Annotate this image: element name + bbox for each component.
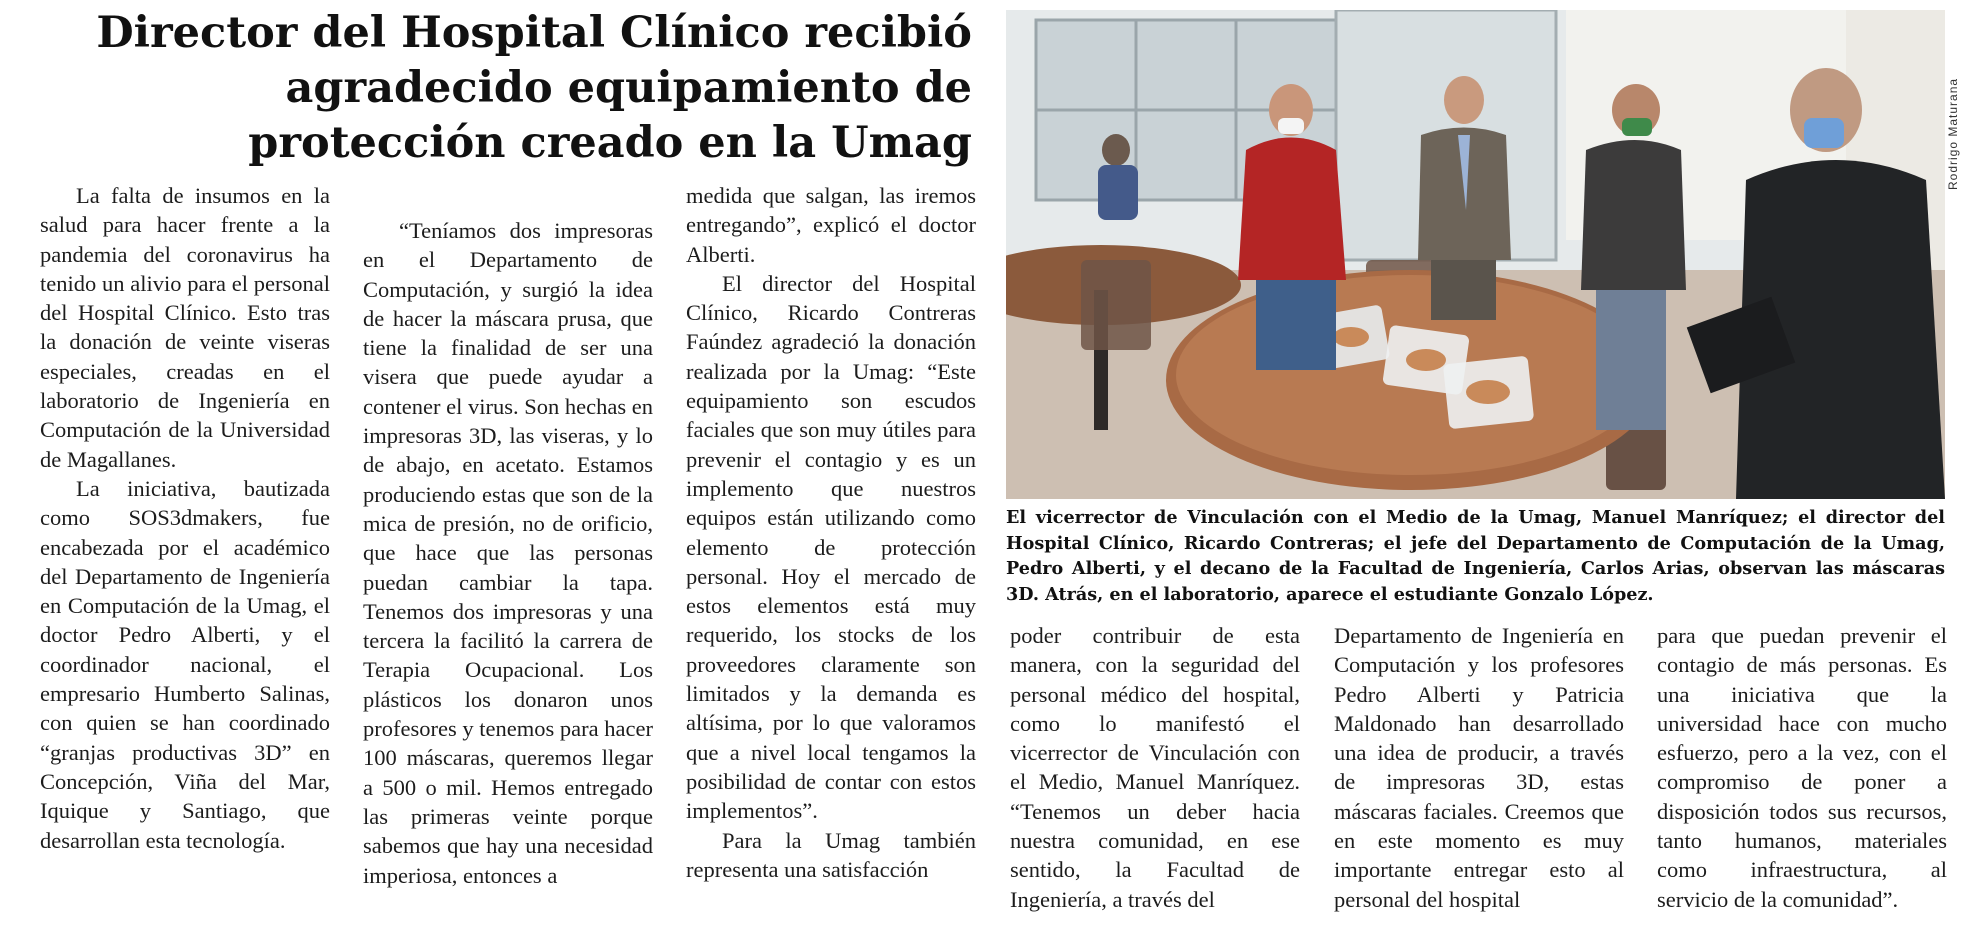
article-column-5 bbox=[1334, 621, 1624, 914]
paragraph: La iniciativa, bautizada como SOS3dmakers, fue encabezada por el académico del Departamento de Ingeniería en Computación de la Umag, el doctor Pedro Alberti, y el coordinador nacional, el empresario Humberto Salinas, con quien se han coordinado “granjas productivas 3D” en Concepción, Viña del Mar, Iquique y Santiago, que desarrollan esta tecnología. bbox=[40, 475, 330, 853]
paragraph: poder contribuir de esta manera, con la seguridad del personal médico del hospital, como lo manifestó el vicerrector de Vinculación con el Medio, Manuel Manríquez. “Tenemos un deber hacia nuestra comunidad, en ese sentido, la Facultad de Ingeniería, a través del bbox=[1010, 623, 1300, 912]
paragraph: medida que salgan, las iremos entregando”, explicó el doctor Alberti. bbox=[686, 183, 976, 267]
article-column-3 bbox=[686, 181, 976, 884]
paragraph: La falta de insumos en la salud para hacer frente a la pandemia del coronavirus ha tenido un alivio para el personal del Hospital Clínico. Esto tras la donación de veinte viseras especiales, creadas en el laboratorio de Ingeniería en Computación de la Universidad de Magallanes. bbox=[40, 183, 330, 472]
paragraph: Departamento de Ingeniería en Computación y los profesores Pedro Alberti y Patricia Maldonado han desarrollado una idea de producir, a través de impresoras 3D, estas máscaras faciales. Creemos que en este momento es muy importante entregar esto al personal del hospital bbox=[1334, 623, 1624, 912]
article-photo bbox=[1006, 10, 1945, 499]
paragraph: El director del Hospital Clínico, Ricardo Contreras Faúndez agradeció la donación realizada por la Umag: “Este equipamiento son escudos faciales que son muy útiles para prevenir el contagio y es un implemento que nuestros equipos están utilizando como elemento de protección personal. Hoy el mercado de estos elementos está muy requerido, los stocks de los proveedores claramente son limitados y la demanda es altísima, por lo que valoramos que a nivel local tengamos la posibilidad de contar con estos implementos”. bbox=[686, 270, 976, 824]
paragraph: “Teníamos dos impresoras en el Departamento de Computación, y surgió la idea de hacer la máscara prusa, que tiene la finalidad de ser una visera que puede ayudar a contener el virus. Son hechas en impresoras 3D, las viseras, y lo de abajo, en acetato. Estamos produciendo estas que son de la mica de presión, no de orificio, que hace que las personas puedan cambiar la tapa. Tenemos dos impresoras y una tercera la facilitó la carrera de Terapia Ocupacional. Los plásticos los donaron unos profesores y tenemos para hacer 100 máscaras, queremos llegar a 500 o mil. Hemos entregado las primeras veinte porque sabemos que hay una necesidad imperiosa, entonces a bbox=[363, 218, 653, 888]
paragraph: para que puedan prevenir el contagio de más personas. Es una iniciativa que la universidad hace con mucho esfuerzo, pero a la vez, con el compromiso de poner a disposición todos sus recursos, tanto humanos, materiales como infraestructura, al servicio de la comunidad”. bbox=[1657, 623, 1947, 912]
photo-credit: Rodrigo Maturana bbox=[1946, 77, 1960, 190]
paragraph: Para la Umag también representa una satisfacción bbox=[686, 827, 976, 882]
article-column-2 bbox=[363, 216, 653, 890]
article-column-1 bbox=[40, 181, 330, 855]
photo-caption: El vicerrector de Vinculación con el Medio de la Umag, Manuel Manríquez; el director del Hospital Clínico, Ricardo Contreras; el jefe del Departamento de Computación de la Umag, Pedro Alberti, y el decano de la Facultad de Ingeniería, Carlos Arias, observan las máscaras 3D. Atrás, en el laboratorio, aparece el estudiante Gonzalo López. bbox=[1006, 507, 1945, 605]
article-column-6 bbox=[1657, 621, 1947, 914]
article-column-4 bbox=[1010, 621, 1300, 914]
headline: Director del Hospital Clínico recibió agradecido equipamiento de protección creado en la Umag bbox=[96, 8, 972, 168]
